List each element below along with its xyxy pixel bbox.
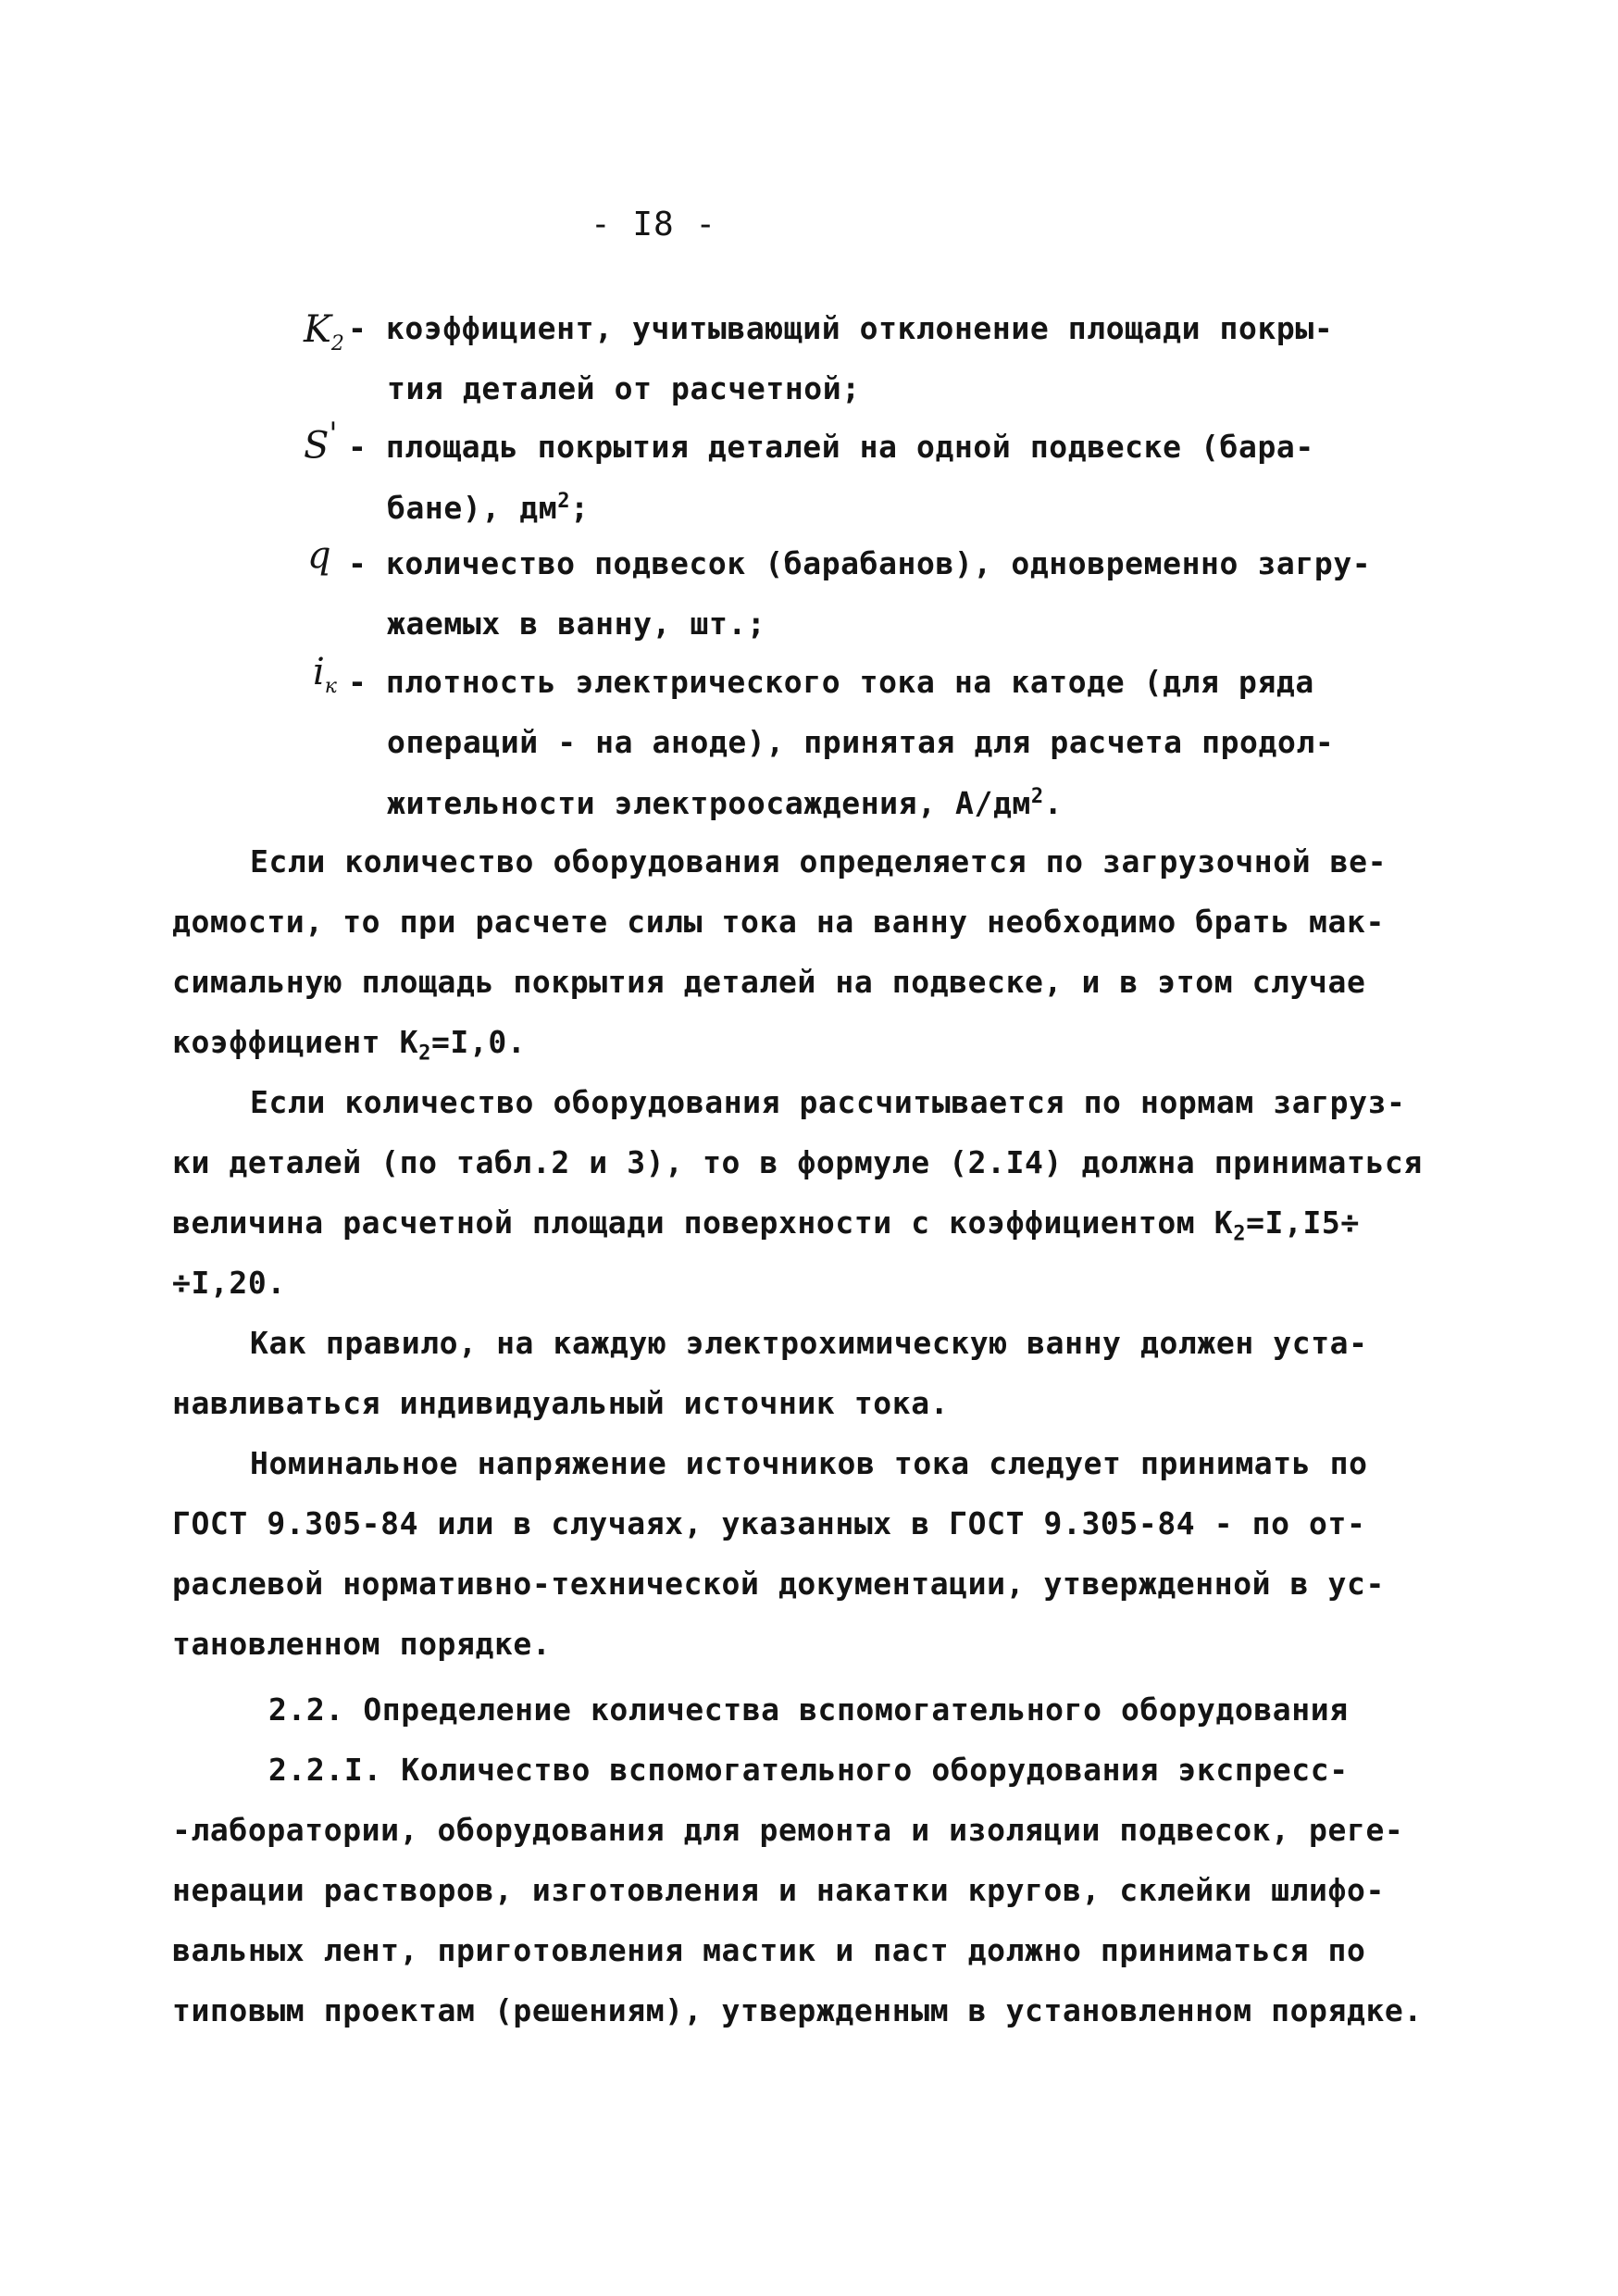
subsection-line-5: типовым проектам (решениям), утвержденным в установленном порядке. bbox=[172, 1992, 1423, 2028]
paragraph-1-k-subscript: 2 bbox=[418, 1042, 431, 1066]
paragraph-2-line-4: ÷I,20. bbox=[172, 1265, 286, 1301]
symbol-k2-sub: 2 bbox=[330, 332, 344, 356]
page-number: - I8 - bbox=[591, 206, 717, 243]
subsection-line-1: 2.2.I. Количество вспомогательного оборудования экспресс- bbox=[268, 1752, 1349, 1788]
paragraph-2-line-3 bbox=[172, 1204, 1360, 1246]
section-heading: 2.2. Определение количества вспомогательного оборудования bbox=[268, 1691, 1349, 1728]
subsection-line-2: -лаборатории, оборудования для ремонта и изоляции подвесок, реге- bbox=[172, 1812, 1404, 1848]
paragraph-4-line-3: раслевой нормативно-технической документации, утвержденной в ус- bbox=[172, 1566, 1385, 1602]
paragraph-1-line-4 bbox=[172, 1024, 527, 1066]
definition-q-line-1: - количество подвесок (барабанов), одновременно загру- bbox=[348, 545, 1372, 581]
symbol-q-letter: q bbox=[307, 534, 331, 577]
symbol-s-prime bbox=[304, 416, 338, 468]
definition-ik-line-2: операций - на аноде), принятая для расчета продол- bbox=[387, 724, 1335, 760]
symbol-ik bbox=[313, 651, 337, 698]
symbol-ik-letter: i bbox=[313, 651, 325, 693]
definition-ik-line-3 bbox=[387, 785, 1064, 821]
paragraph-1-line-4-end: =I,0. bbox=[430, 1024, 527, 1060]
paragraph-1-line-4-text: коэффициент К bbox=[172, 1024, 419, 1060]
symbol-k2 bbox=[304, 308, 344, 356]
symbol-q bbox=[307, 534, 331, 577]
definition-q-line-2: жаемых в ванну, шт.; bbox=[387, 605, 766, 642]
paragraph-1-line-3: симальную площадь покрытия деталей на подвеске, и в этом случае bbox=[172, 964, 1366, 1000]
definition-ik-line-3-text: жительности электроосаждения, А/дм bbox=[387, 785, 1031, 821]
paragraph-2-k-subscript: 2 bbox=[1233, 1222, 1247, 1246]
subsection-line-4: вальных лент, приготовления мастик и паст должно приниматься по bbox=[172, 1932, 1366, 1968]
definition-ik-line-3-end: . bbox=[1043, 785, 1064, 821]
paragraph-1-line-1: Если количество оборудования определяется по загрузочной ве- bbox=[250, 843, 1388, 880]
definition-s-line-2-text: бане), дм bbox=[387, 490, 558, 526]
symbol-s-letter: S bbox=[304, 424, 330, 468]
paragraph-2-line-3-text: величина расчетной площади поверхности с коэффициентом К bbox=[172, 1204, 1234, 1241]
symbol-s-prime-mark: ' bbox=[329, 416, 338, 452]
paragraph-2-line-2: ки деталей (по табл.2 и 3), то в формуле (2.I4) должна приниматься bbox=[172, 1144, 1423, 1180]
definition-s-line-2-end: ; bbox=[570, 490, 590, 526]
definition-s-line-1: - площадь покрытия деталей на одной подвеске (бара- bbox=[348, 429, 1314, 465]
paragraph-1-line-2: домости, то при расчете силы тока на ванну необходимо брать мак- bbox=[172, 904, 1385, 940]
definition-k2-line-2: тия деталей от расчетной; bbox=[387, 370, 861, 406]
definition-k2-line-1: - коэффициент, учитывающий отклонение площади покры- bbox=[348, 310, 1334, 346]
definition-s-unit-exponent: 2 bbox=[557, 490, 571, 513]
paragraph-4-line-1: Номинальное напряжение источников тока следует принимать по bbox=[250, 1445, 1368, 1481]
subsection-line-3: нерации растворов, изготовления и накатки кругов, склейки шлифо- bbox=[172, 1872, 1385, 1908]
definition-ik-unit-exponent: 2 bbox=[1030, 785, 1044, 808]
paragraph-2-line-3-end: =I,I5÷ bbox=[1246, 1204, 1360, 1241]
definition-s-line-2 bbox=[387, 490, 590, 526]
paragraph-4-line-2: ГОСТ 9.305-84 или в случаях, указанных в ГОСТ 9.305-84 - по от- bbox=[172, 1505, 1366, 1541]
paragraph-3-line-2: навливаться индивидуальный источник тока. bbox=[172, 1385, 950, 1421]
symbol-k2-letter: K bbox=[304, 308, 331, 351]
paragraph-2-line-1: Если количество оборудования рассчитывается по нормам загруз- bbox=[250, 1084, 1406, 1120]
paragraph-3-line-1: Как правило, на каждую электрохимическую ванну должен уста- bbox=[250, 1325, 1368, 1361]
symbol-ik-sub: к bbox=[324, 675, 337, 698]
paragraph-4-line-4: тановленном порядке. bbox=[172, 1626, 552, 1662]
definition-ik-line-1: - плотность электрического тока на катоде (для ряда bbox=[348, 664, 1314, 700]
